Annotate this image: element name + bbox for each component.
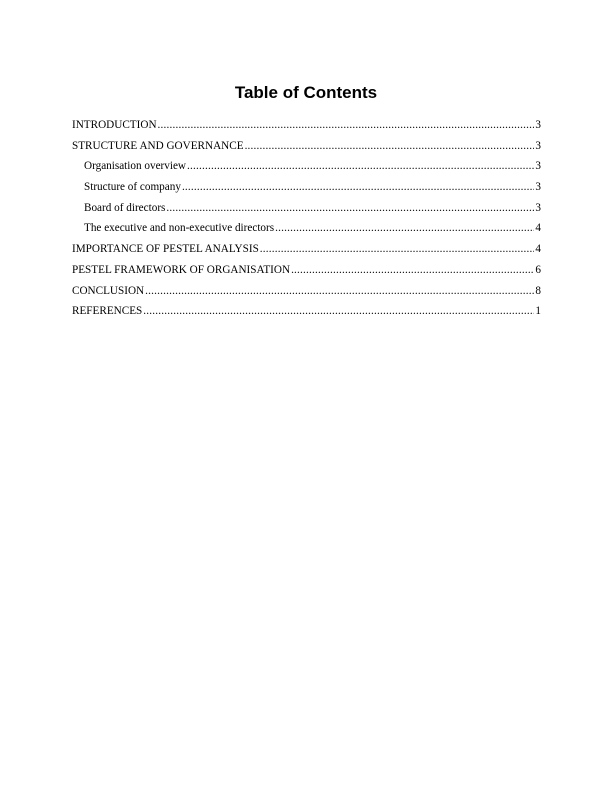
- toc-dot-leader: [182, 177, 534, 198]
- toc-entry-page: 3: [535, 181, 541, 194]
- toc-dot-leader: [260, 239, 535, 260]
- toc-entry-label: IMPORTANCE OF PESTEL ANALYSIS: [72, 243, 259, 256]
- toc-entry-introduction[interactable]: [72, 115, 541, 136]
- toc-title: Table of Contents: [234, 83, 378, 102]
- toc-entry-page: 3: [535, 201, 541, 214]
- toc-dot-leader: [245, 136, 535, 157]
- toc-dot-leader: [145, 281, 534, 302]
- toc-entry-label: STRUCTURE AND GOVERNANCE: [72, 139, 244, 152]
- toc-entry-label: CONCLUSION: [72, 284, 145, 297]
- toc-dot-leader: [187, 156, 534, 177]
- toc-entry-label: Organisation overview: [84, 160, 187, 173]
- toc-dot-leader: [143, 301, 534, 322]
- toc-dot-leader: [275, 218, 534, 239]
- toc-entry-label: Board of directors: [84, 201, 166, 214]
- table-of-contents: [72, 115, 541, 322]
- toc-dot-leader: [166, 198, 534, 219]
- toc-dot-leader: [158, 115, 535, 136]
- toc-entry-pestel-framework[interactable]: [72, 260, 541, 281]
- toc-entry-page: 3: [535, 160, 541, 173]
- toc-entry-importance-of-pestel[interactable]: [72, 239, 541, 260]
- toc-entry-executive-directors[interactable]: [72, 218, 541, 239]
- toc-entry-organisation-overview[interactable]: [72, 156, 541, 177]
- toc-entry-board-of-directors[interactable]: [72, 198, 541, 219]
- toc-entry-page: 1: [535, 305, 541, 318]
- toc-entry-label: Structure of company: [84, 181, 181, 194]
- toc-entry-page: 8: [535, 284, 541, 297]
- toc-entry-page: 4: [535, 243, 541, 256]
- toc-entry-page: 4: [535, 222, 541, 235]
- toc-entry-structure-of-company[interactable]: [72, 177, 541, 198]
- toc-entry-page: 3: [535, 139, 541, 152]
- toc-entry-page: 6: [535, 263, 541, 276]
- toc-entry-label: The executive and non-executive directors: [84, 222, 275, 235]
- toc-entry-page: 3: [535, 119, 541, 131]
- toc-entry-label: INTRODUCTION: [72, 119, 157, 131]
- toc-entry-label: PESTEL FRAMEWORK OF ORGANISATION: [72, 263, 291, 276]
- toc-entry-references[interactable]: [72, 301, 541, 322]
- toc-entry-label: REFERENCES: [72, 305, 143, 318]
- toc-entry-structure-and-governance[interactable]: [72, 136, 541, 157]
- toc-dot-leader: [291, 260, 534, 281]
- toc-entry-conclusion[interactable]: [72, 281, 541, 302]
